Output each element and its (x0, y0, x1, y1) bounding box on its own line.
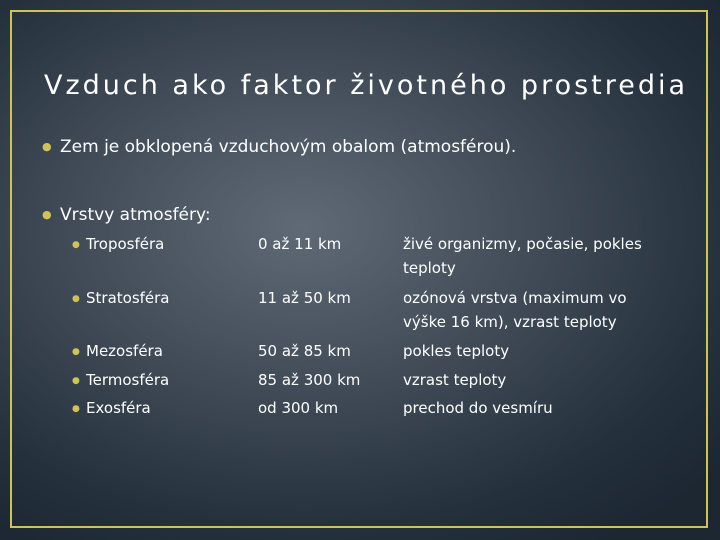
layer-name-text: Mezosféra (86, 342, 163, 360)
layer-name (72, 286, 170, 311)
layer-name-text: Exosféra (86, 399, 151, 417)
layer-name (72, 368, 169, 393)
layer-description: pokles teploty (403, 342, 510, 360)
layer-name (72, 232, 164, 257)
bullet-dot-icon: ● (72, 347, 80, 357)
layer-range: 11 až 50 km (258, 289, 351, 307)
bullet-dot-icon: ● (42, 208, 52, 221)
layer-description: živé organizmy, počasie, pokles teploty (403, 235, 642, 277)
bullet-dot-icon: ● (72, 240, 80, 250)
layer-description: prechod do vesmíru (403, 399, 553, 417)
layer-name-text: Stratosféra (86, 289, 170, 307)
bullet-dot-icon: ● (72, 294, 80, 304)
layer-name-text: Termosféra (86, 371, 170, 389)
bullet-dot-icon: ● (72, 376, 80, 386)
bullet-text: Zem je obklopená vzduchovým obalom (atmosférou). (60, 137, 517, 157)
bullet-item (42, 205, 211, 225)
bullet-text: Vrstvy atmosféry: (60, 205, 211, 225)
bullet-item (42, 137, 516, 157)
layer-description: vzrast teploty (403, 371, 507, 389)
layer-range: 50 až 85 km (258, 342, 351, 360)
layer-range: od 300 km (258, 399, 339, 417)
bullet-dot-icon: ● (72, 404, 80, 414)
layer-name (72, 396, 151, 421)
layer-description: ozónová vrstva (maximum vo výške 16 km), vzrast teploty (403, 289, 627, 331)
slide-title: Vzduch ako faktor životného prostredia (44, 70, 689, 101)
layer-range: 0 až 11 km (258, 235, 342, 253)
bullet-dot-icon: ● (42, 140, 52, 153)
layer-name-text: Troposféra (86, 235, 165, 253)
layer-name (72, 339, 163, 364)
layer-range: 85 až 300 km (258, 371, 361, 389)
